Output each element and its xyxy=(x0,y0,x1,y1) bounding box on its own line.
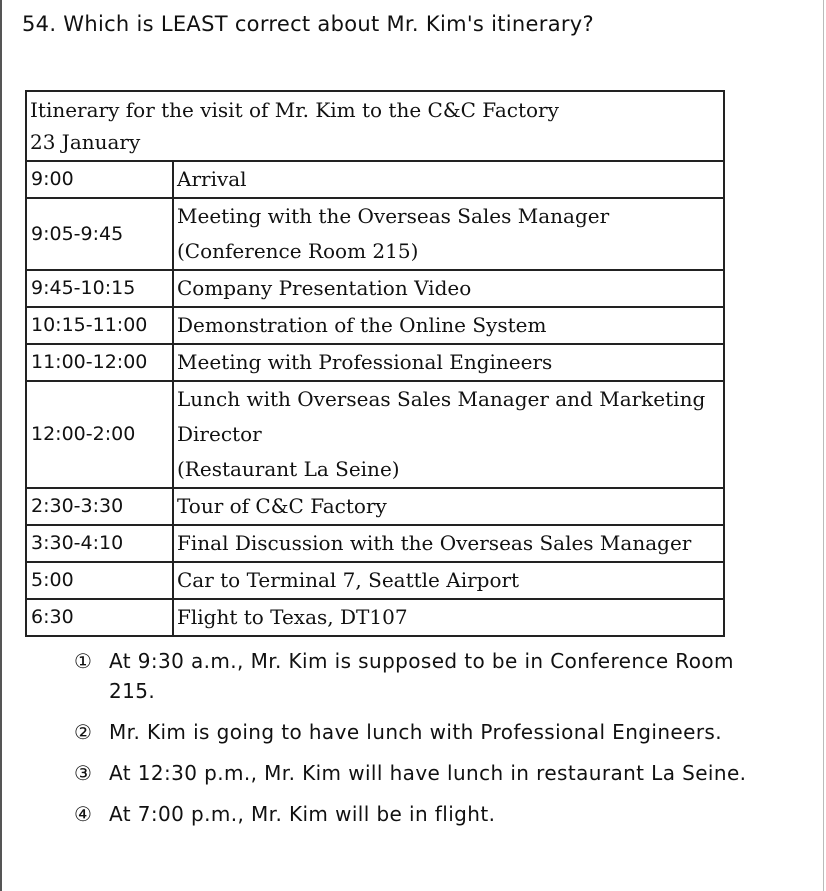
option-3[interactable] xyxy=(74,758,774,788)
itinerary-header-row xyxy=(26,91,724,161)
time-cell: 9:00 xyxy=(26,161,173,198)
event-cell xyxy=(173,381,724,488)
event-cell: Tour of C&C Factory xyxy=(173,488,724,525)
table-row xyxy=(26,270,724,307)
table-row xyxy=(26,562,724,599)
time-cell: 11:00-12:00 xyxy=(26,344,173,381)
event-cell xyxy=(173,198,724,270)
event-cell: Meeting with Professional Engineers xyxy=(173,344,724,381)
option-text: At 12:30 p.m., Mr. Kim will have lunch in restaurant La Seine. xyxy=(109,761,747,785)
itinerary-header xyxy=(26,91,724,161)
event-text: Lunch with Overseas Sales Manager and Marketing Director xyxy=(177,387,706,446)
event-cell: Flight to Texas, DT107 xyxy=(173,599,724,636)
option-2[interactable] xyxy=(74,717,774,747)
table-row xyxy=(26,344,724,381)
answer-options xyxy=(74,646,774,840)
option-number: ① xyxy=(74,649,93,673)
option-1[interactable] xyxy=(74,646,774,706)
event-cell: Demonstration of the Online System xyxy=(173,307,724,344)
option-number: ④ xyxy=(74,802,93,826)
table-row xyxy=(26,198,724,270)
time-cell: 10:15-11:00 xyxy=(26,307,173,344)
event-cell: Arrival xyxy=(173,161,724,198)
table-row xyxy=(26,599,724,636)
table-row xyxy=(26,525,724,562)
time-cell: 9:05-9:45 xyxy=(26,198,173,270)
event-cell: Car to Terminal 7, Seattle Airport xyxy=(173,562,724,599)
option-number: ② xyxy=(74,720,93,744)
event-note: (Restaurant La Seine) xyxy=(177,457,400,481)
time-cell: 12:00-2:00 xyxy=(26,381,173,488)
itinerary-table xyxy=(25,90,725,637)
option-text: At 7:00 p.m., Mr. Kim will be in flight. xyxy=(109,802,496,826)
itinerary-title: Itinerary for the visit of Mr. Kim to the C&C Factory xyxy=(30,98,559,122)
option-number: ③ xyxy=(74,761,93,785)
table-row xyxy=(26,381,724,488)
time-cell: 5:00 xyxy=(26,562,173,599)
option-4[interactable] xyxy=(74,799,774,829)
event-cell: Company Presentation Video xyxy=(173,270,724,307)
time-cell: 3:30-4:10 xyxy=(26,525,173,562)
time-cell: 6:30 xyxy=(26,599,173,636)
table-row xyxy=(26,307,724,344)
event-note: (Conference Room 215) xyxy=(177,239,419,263)
event-cell: Final Discussion with the Overseas Sales Manager xyxy=(173,525,724,562)
event-text: Meeting with the Overseas Sales Manager xyxy=(177,204,610,228)
question-title: 54. Which is LEAST correct about Mr. Kim's itinerary? xyxy=(22,12,594,36)
time-cell: 2:30-3:30 xyxy=(26,488,173,525)
option-text: At 9:30 a.m., Mr. Kim is supposed to be in Conference Room 215. xyxy=(109,649,734,703)
table-row xyxy=(26,488,724,525)
option-text: Mr. Kim is going to have lunch with Professional Engineers. xyxy=(109,720,723,744)
table-row xyxy=(26,161,724,198)
time-cell: 9:45-10:15 xyxy=(26,270,173,307)
itinerary-date: 23 January xyxy=(30,130,141,154)
